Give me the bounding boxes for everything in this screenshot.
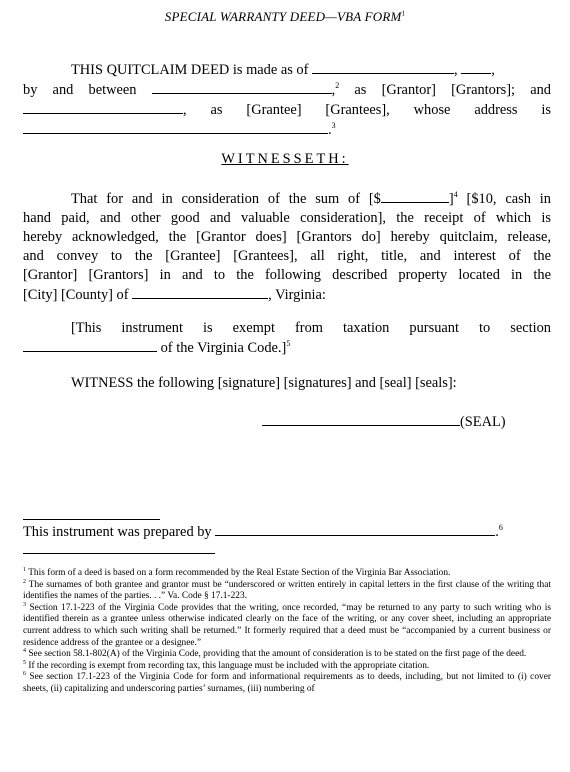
footnote-5-number: 5 xyxy=(23,659,26,666)
footnote-3-number: 3 xyxy=(23,601,26,608)
opening-line-1: THIS QUITCLAIM DEED is made as of , , xyxy=(71,62,495,78)
footnote-3 xyxy=(23,603,551,649)
footnote-4-text: See section 58.1-802(A) of the Virginia Code, providing that the amount of consideration is to be stated on the first page of the deed. xyxy=(28,649,527,660)
consideration-amount-blank xyxy=(381,189,449,203)
virginia-code-text: of the Virginia Code.] xyxy=(160,340,287,356)
footnote-ref-2: 2 xyxy=(335,81,340,91)
consideration-line-6 xyxy=(23,285,551,305)
footnote-1-number: 1 xyxy=(23,566,26,573)
date-blank xyxy=(312,60,454,74)
witness-paragraph xyxy=(23,374,551,393)
footnote-ref-5: 5 xyxy=(286,339,291,349)
consideration-text-b: [$10, cash in xyxy=(466,191,551,207)
footnote-2-number: 2 xyxy=(23,578,26,585)
document-title xyxy=(0,9,570,25)
signature-blank xyxy=(262,412,460,426)
year-blank xyxy=(461,60,491,74)
witnesseth-heading: WITNESSETH: xyxy=(221,151,349,167)
prepared-by-label: This instrument was prepared by xyxy=(23,524,212,540)
title-text: SPECIAL WARRANTY DEED—VBA FORM xyxy=(164,9,402,24)
exemption-line-2 xyxy=(23,338,551,358)
grantor-name-blank xyxy=(152,80,332,94)
opening-line-4: .$^3$ xyxy=(23,120,551,140)
by-and-between-text: by and between xyxy=(23,82,137,98)
footnote-4-number: 4 xyxy=(23,648,26,655)
code-section-blank xyxy=(23,338,157,352)
footnote-separator xyxy=(23,553,215,554)
exemption-paragraph xyxy=(23,319,551,358)
footnote-6-number: 6 xyxy=(23,671,26,678)
prepared-by-line: This instrument was prepared by .$^6$ xyxy=(23,523,503,540)
footnote-5 xyxy=(23,661,551,673)
footnote-5-text: If the recording is exempt from recording tax, this language must be included with the appropriate citation. xyxy=(28,660,430,671)
consideration-line-3: hereby acknowledged, the [Grantor does] [Grantors do] hereby quitclaim, release, xyxy=(23,229,551,245)
consideration-paragraph xyxy=(23,189,551,305)
footnote-ref-4: 4 xyxy=(453,190,458,200)
footnote-3-text: Section 17.1-223 of the Virginia Code provides that the writing, once recorded, “may be returned to any party to such writing who is identified therein as a grantee unless otherwise indicated clearly on the face of the writing, or any cover sheet, including an appropriate current address to which such writing shall be returned.” It formerly required that a deed must be “accompanied by a current business or residence address of the grantee or a designee.” xyxy=(23,602,551,648)
grantee-role-text: as [Grantee] [Grantees], whose address is xyxy=(210,102,552,118)
locality-blank xyxy=(132,285,268,299)
witness-line: WITNESS the following [signature] [signatures] and [seal] [seals]: xyxy=(71,375,457,391)
grantee-address-blank xyxy=(23,120,328,134)
footnote-4 xyxy=(23,649,551,661)
seal-label: (SEAL) xyxy=(460,414,506,430)
footnotes xyxy=(23,568,551,696)
footnote-6 xyxy=(23,672,551,695)
consideration-line-1: That for and in consideration of the sum of [$ ]$^4$ [$10, cash in xyxy=(71,190,551,207)
exemption-line-1: [This instrument is exempt from taxation pursuant to section xyxy=(71,320,551,336)
footnote-ref-6: 6 xyxy=(498,523,503,533)
preparer-blank xyxy=(215,522,495,536)
consideration-line-4: and convey to the [Grantee] [Grantees], all right, title, and interest of the xyxy=(23,248,551,264)
left-signature-rule xyxy=(23,519,160,520)
footnote-ref-1: 1 xyxy=(401,9,406,18)
footnote-1 xyxy=(23,568,551,580)
consideration-line-5: [Grantor] [Grantors] in and to the following described property located in the xyxy=(23,267,551,283)
grantee-name-blank xyxy=(23,100,183,114)
signature-seal-line xyxy=(262,412,506,431)
opening-line-2: by and between ,$^2$ as [Grantor] [Grantors]; and xyxy=(23,81,551,98)
footnote-6-text: See section 17.1-223 of the Virginia Code for form and informational requirements as to deeds, including, but not limited to (i) cover sheets, (ii) capitalizing and underscoring parties’ surnames, (iii) numbering of xyxy=(23,672,551,694)
footnote-2 xyxy=(23,580,551,603)
opening-line-3: , as [Grantee] [Grantees], whose address is xyxy=(23,100,551,120)
footnote-ref-3: 3 xyxy=(331,121,336,131)
city-county-text: [City] [County] of xyxy=(23,287,129,303)
virginia-text: , Virginia: xyxy=(268,287,326,303)
consideration-text-a: That for and in consideration of the sum of [$ xyxy=(71,191,381,207)
opening-lead-text: THIS QUITCLAIM DEED is made as of xyxy=(71,62,309,78)
grantor-role-text: as [Grantor] [Grantors]; and xyxy=(354,82,551,98)
footnote-2-text: The surnames of both grantee and grantor must be “underscored or written entirely in capital letters in the first clause of the writing that identifies the names of the parties. . .” Va. Code § 17.1-223. xyxy=(23,579,551,602)
footnote-1-text: This form of a deed is based on a form recommended by the Real Estate Section of the Virginia Bar Association. xyxy=(28,568,451,578)
opening-paragraph xyxy=(23,60,551,140)
consideration-line-2: hand paid, and other good and valuable consideration], the receipt of which is xyxy=(23,210,551,226)
